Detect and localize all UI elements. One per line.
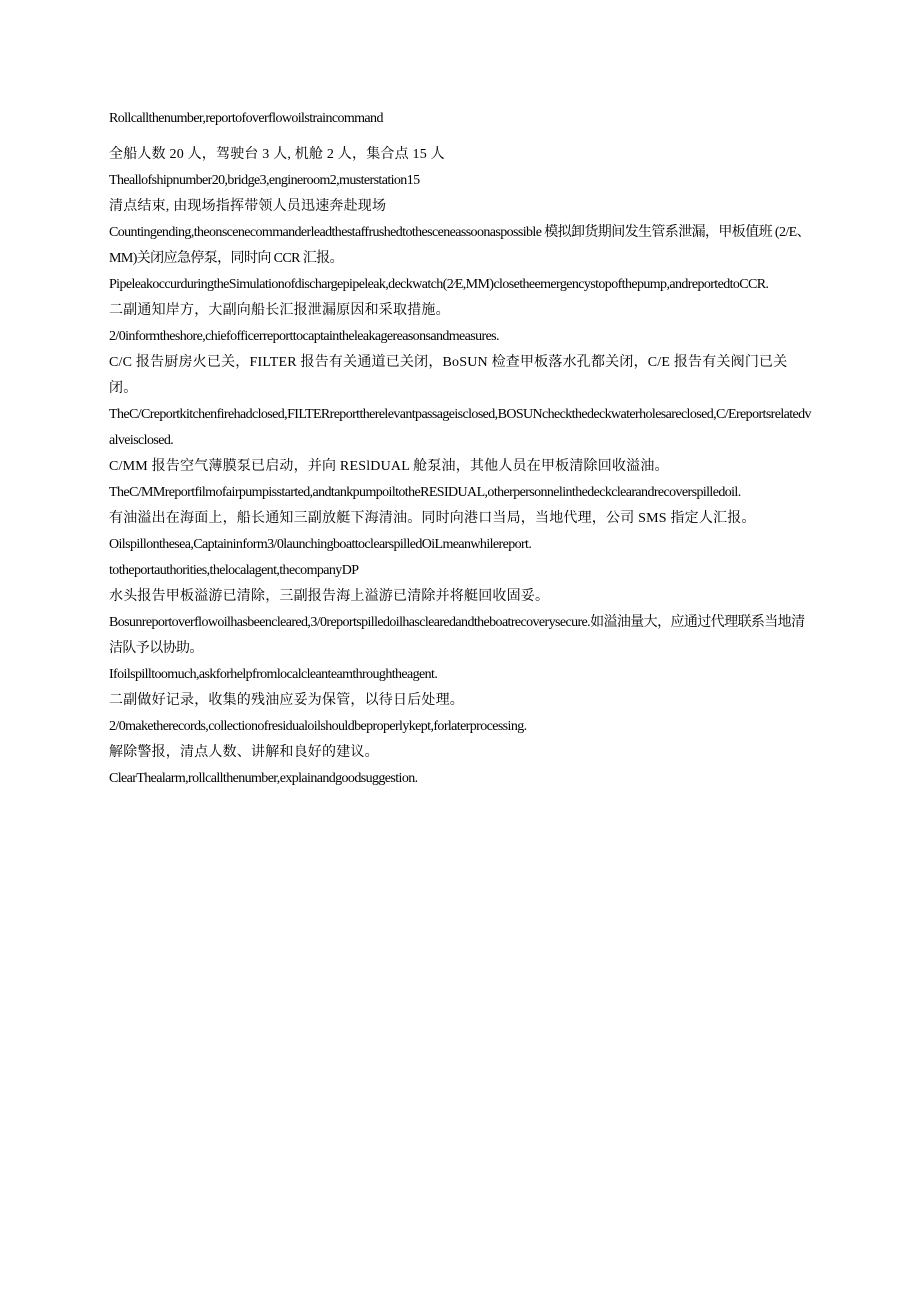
paragraph-zh-pump-started: C/MM 报告空气薄膜泵已启动，并向 RESlDUAL 舱泵油，其他人员在甲板清除回收溢油。 — [109, 459, 669, 474]
paragraph-en-ask-for-help: Ifoilspilltoomuch,askforhelpfromlocalcleanteamthroughtheagent. — [109, 667, 438, 682]
paragraph-en-sea-spill: Oilspillonthesea,Captaininform3/0launchingboattoclearspilledOiLmeanwhilereport. — [109, 537, 532, 552]
paragraph-en-clear-alarm: ClearThealarm,rollcallthenumber,explainandgoodsuggestion. — [109, 771, 418, 786]
paragraph-en-records: 2/0maketherecords,collectionofresidualoilshouldbeproperlykept,forlaterprocessing. — [109, 719, 527, 734]
paragraph-en-pump-started: TheC/MMreportfilmofairpumpisstarted,andtankpumpoiltotheRESIDUAL,otherpersonnelinthedeckclearandrecoverspilledoil. — [109, 485, 741, 500]
paragraph-en-pipe-leak: PipeleakoccurduringtheSimulationofdischargepipeleak,deckwatch(2⁄E,MM)closetheemergencystopofthepump,andreportedtoCCR. — [109, 277, 769, 292]
paragraph-en-headcount: Theallofshipnumber20,bridge3,engineroom2,musterstation15 — [109, 173, 420, 188]
paragraph-en-report-authorities: totheportauthorities,thelocalagent,thecompanyDP — [109, 563, 359, 578]
section-heading: Rollcallthenumber,reportofoverflowoilstraincommand — [109, 111, 383, 126]
document-body — [109, 106, 811, 792]
paragraph-en-notify-shore: 2/0informtheshore,chiefofficerreporttocaptaintheleakagereasonsandmeasures. — [109, 329, 499, 344]
paragraph-zh-records: 二副做好记录，收集的残油应妥为保管，以待日后处理。 — [109, 693, 464, 708]
paragraph-zh-headcount: 全船人数 20 人，驾驶台 3 人, 机舱 2 人，集合点 15 人 — [109, 147, 445, 162]
paragraph-mixed-spill-cleared: Bosunreportoverflowoilhasbeencleared,3/0reportspilledoilhasclearedandtheboatrecoverysecure.如溢油量大，应通过代理联系当地清洁队予以协助。 — [109, 615, 805, 656]
paragraph-en-closures: TheC/Creportkitchenfirehadclosed,FILTERreporttherelevantpassageisclosed,BOSUNcheckthedeckwaterholesareclosed,C/Ereportsrelatedvalveisclosed. — [109, 407, 811, 448]
paragraph-mixed-rush-and-leak: Countingending,theonscenecommanderleadthestaffrushedtothesceneassoonaspossible 模拟卸货期间发生管系泄漏，甲板值班 (2/E、MM)关闭应急停泵，同时向 CCR 汇报。 — [109, 225, 811, 266]
paragraph-zh-sea-spill: 有油溢出在海面上，船长通知三副放艇下海清油。同时向港口当局，当地代理，公司 SMS 指定人汇报。 — [109, 511, 756, 526]
paragraph-zh-spill-cleared: 水头报告甲板溢游已清除，三副报告海上溢游已清除并将艇回收固妥。 — [109, 589, 550, 604]
paragraph-zh-closures: C/C 报告厨房火已关，FILTER 报告有关通道已关闭，BoSUN 检查甲板落水孔都关闭，C/E 报告有关阀门已关闭。 — [109, 355, 788, 396]
paragraph-zh-notify-shore: 二副通知岸方，大副向船长汇报泄漏原因和采取措施。 — [109, 303, 450, 318]
paragraph-zh-counting-ended: 清点结束, 由现场指挥带领人员迅速奔赴现场 — [109, 199, 387, 214]
paragraph-zh-clear-alarm: 解除警报，清点人数、讲解和良好的建议。 — [109, 745, 379, 760]
